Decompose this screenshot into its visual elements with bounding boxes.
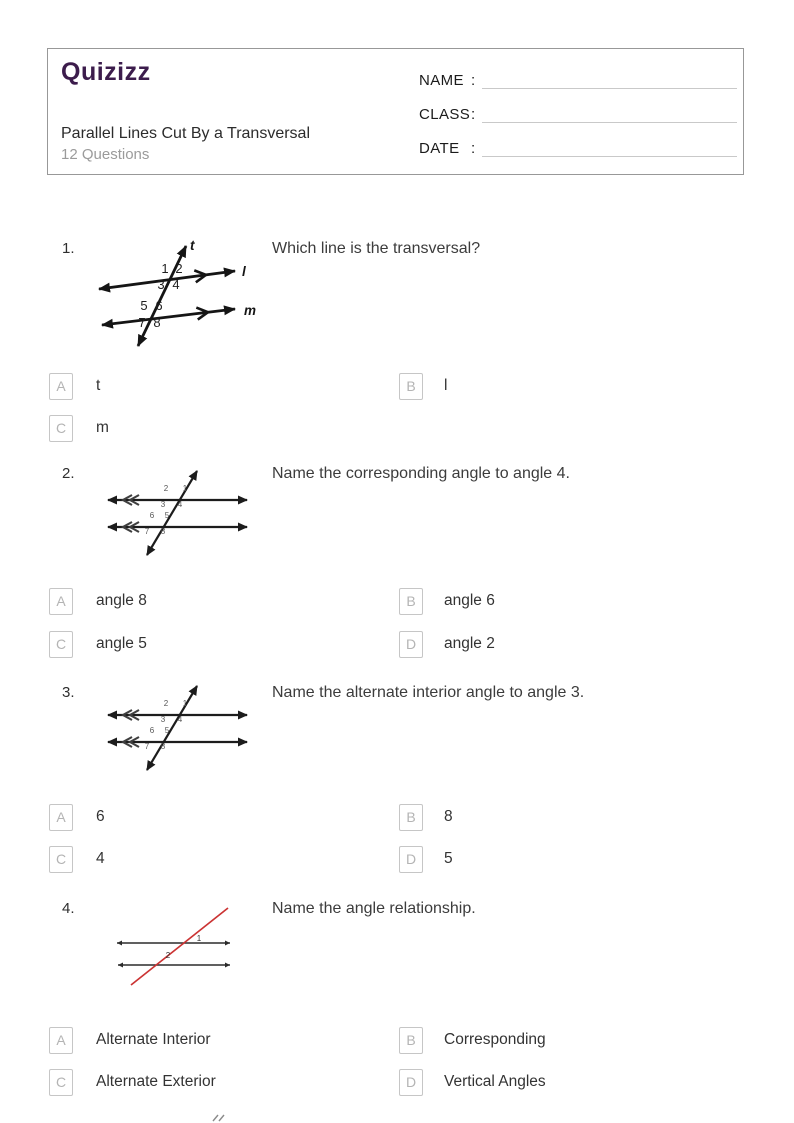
answer-box-c[interactable]: C xyxy=(49,846,73,873)
answer-label-b: l xyxy=(444,377,448,394)
angle-3: 3 xyxy=(160,500,166,509)
question-2-text: Name the corresponding angle to angle 4. xyxy=(272,465,570,482)
answer-box-d[interactable]: D xyxy=(399,846,423,873)
angle-1: 1 xyxy=(182,699,188,708)
angle-4: 4 xyxy=(177,500,183,509)
angle-1: 1 xyxy=(196,934,202,943)
q1-parallel-lines-diagram xyxy=(95,232,265,360)
answer-label-d: 5 xyxy=(444,850,453,867)
name-field-label: NAME xyxy=(419,72,464,89)
angle-2: 2 xyxy=(163,484,169,493)
class-field-row xyxy=(419,102,737,123)
angle-6: 6 xyxy=(149,726,155,735)
answer-label-a: angle 8 xyxy=(96,592,147,609)
angle-1: 1 xyxy=(161,261,169,276)
answer-box-c[interactable]: C xyxy=(49,1069,73,1096)
angle-8: 8 xyxy=(160,527,166,536)
name-field-colon: : xyxy=(471,72,476,89)
question-2 xyxy=(0,461,794,673)
answer-label-b: 8 xyxy=(444,808,453,825)
q3-parallel-lines-diagram xyxy=(100,676,255,782)
angle-8: 8 xyxy=(160,742,166,751)
red-transversal-line xyxy=(131,908,228,985)
answer-label-c: Alternate Exterior xyxy=(96,1073,216,1090)
answer-box-a[interactable]: A xyxy=(49,373,73,400)
date-field-label: DATE xyxy=(419,140,460,157)
transversal-line xyxy=(144,686,197,770)
class-field-line[interactable] xyxy=(482,120,737,123)
answer-label-c: 4 xyxy=(96,850,105,867)
label-line-m: m xyxy=(244,303,257,318)
angle-4: 4 xyxy=(172,277,180,292)
question-3 xyxy=(0,676,794,894)
angle-7: 7 xyxy=(144,527,150,536)
angle-6: 6 xyxy=(149,511,155,520)
q2-parallel-lines-diagram xyxy=(100,461,255,567)
angle-5: 5 xyxy=(140,298,148,313)
answer-label-b: angle 6 xyxy=(444,592,495,609)
answer-box-b[interactable]: B xyxy=(399,804,423,831)
line-m xyxy=(102,309,235,325)
question-3-text: Name the alternate interior angle to angle 3. xyxy=(272,684,585,701)
answer-box-d[interactable]: D xyxy=(399,631,423,658)
date-field-row xyxy=(419,136,737,157)
label-line-t: t xyxy=(190,238,195,253)
angle-7: 7 xyxy=(144,742,150,751)
answer-label-c: m xyxy=(96,419,109,436)
question-2-number: 2. xyxy=(62,465,75,482)
q4-angle-relationship-diagram xyxy=(105,899,240,994)
question-1 xyxy=(0,232,794,457)
angle-5: 5 xyxy=(164,511,170,520)
angle-1: 1 xyxy=(182,484,188,493)
answer-box-b[interactable]: B xyxy=(399,588,423,615)
question-4 xyxy=(0,898,794,1098)
question-1-number: 1. xyxy=(62,240,75,257)
transversal-line xyxy=(144,471,197,555)
label-line-l: l xyxy=(242,264,246,279)
worksheet-title: Parallel Lines Cut By a Transversal xyxy=(61,125,310,142)
question-3-number: 3. xyxy=(62,684,75,701)
quizizz-logo: Quizizz xyxy=(61,58,151,86)
answer-label-a: 6 xyxy=(96,808,105,825)
angle-2: 2 xyxy=(163,699,169,708)
header-box xyxy=(47,48,744,175)
answer-box-a[interactable]: A xyxy=(49,804,73,831)
answer-box-a[interactable]: A xyxy=(49,1027,73,1054)
question-4-text: Name the angle relationship. xyxy=(272,900,476,917)
next-question-diagram-cutoff xyxy=(210,1113,226,1122)
answer-label-d: Vertical Angles xyxy=(444,1073,546,1090)
answer-box-c[interactable]: C xyxy=(49,631,73,658)
question-count: 12 Questions xyxy=(61,146,150,163)
answer-label-a: Alternate Interior xyxy=(96,1031,211,1048)
name-field-row xyxy=(419,68,737,89)
angle-8: 8 xyxy=(153,315,161,330)
angle-3: 3 xyxy=(157,277,165,292)
answer-box-d[interactable]: D xyxy=(399,1069,423,1096)
answer-box-b[interactable]: B xyxy=(399,1027,423,1054)
answer-label-c: angle 5 xyxy=(96,635,147,652)
angle-2: 2 xyxy=(165,951,171,960)
name-field-line[interactable] xyxy=(482,86,737,89)
class-field-label: CLASS xyxy=(419,106,471,123)
angle-5: 5 xyxy=(164,726,170,735)
answer-box-c[interactable]: C xyxy=(49,415,73,442)
question-4-number: 4. xyxy=(62,900,75,917)
answer-label-d: angle 2 xyxy=(444,635,495,652)
answer-box-a[interactable]: A xyxy=(49,588,73,615)
angle-2: 2 xyxy=(175,261,183,276)
answer-label-b: Corresponding xyxy=(444,1031,546,1048)
date-field-line[interactable] xyxy=(482,154,737,157)
angle-7: 7 xyxy=(138,315,146,330)
date-field-colon: : xyxy=(471,140,476,157)
class-field-colon: : xyxy=(471,106,476,123)
angle-6: 6 xyxy=(155,298,163,313)
question-1-text: Which line is the transversal? xyxy=(272,240,481,257)
answer-label-a: t xyxy=(96,377,101,394)
answer-box-b[interactable]: B xyxy=(399,373,423,400)
angle-3: 3 xyxy=(160,715,166,724)
angle-4: 4 xyxy=(177,715,183,724)
